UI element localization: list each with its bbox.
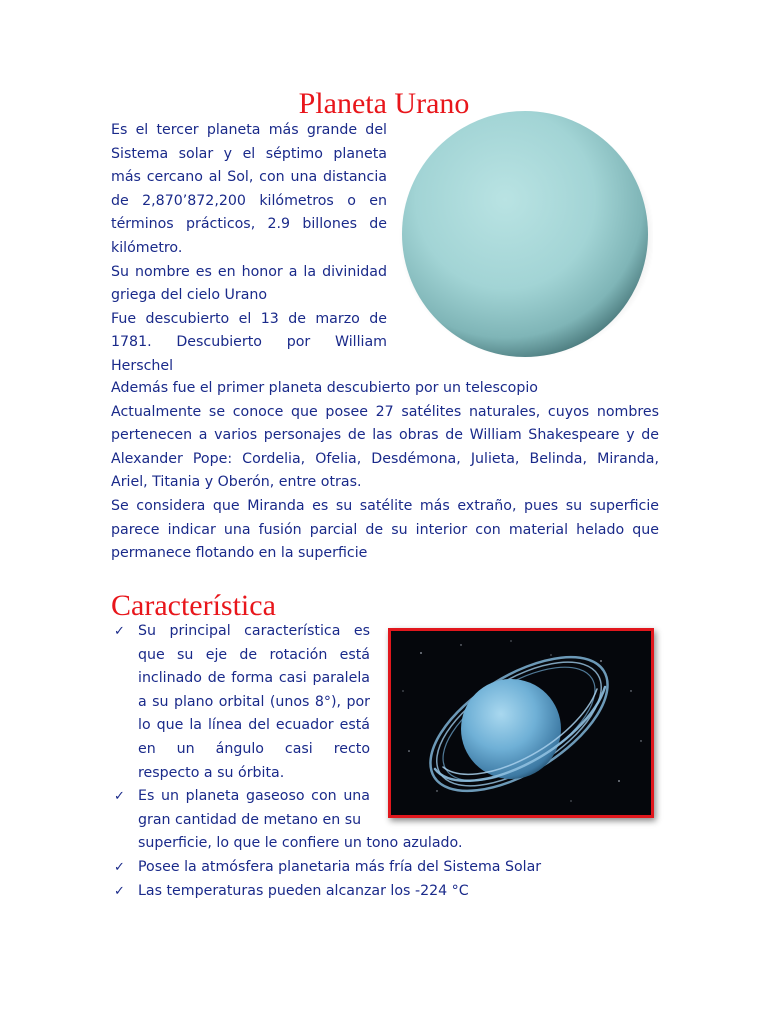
intro-paragraph: Es el tercer planeta más grande del Sistema solar y el séptimo planeta más cercano al Sol, con una distancia de 2,870’872,200 kilómetros o en términos prácticos, 2.9 billones de kilómetro. bbox=[111, 122, 387, 256]
list-item-text: Su principal característica es que su eje de rotación está inclinado de forma casi paralela a su plano orbital (unos 8°), por lo que la línea del ecuador está en un ángulo casi recto respecto a su órbita. bbox=[138, 623, 370, 781]
check-icon: ✓ bbox=[114, 883, 125, 899]
section-title: Característica bbox=[111, 589, 276, 622]
list-item-text: Posee la atmósfera planetaria más fría del Sistema Solar bbox=[138, 858, 542, 875]
main-paragraph: Se considera que Miranda es su satélite más extraño, pues su superficie parece indicar una fusión parcial de su interior con material helado que permanece flotando en la superficie bbox=[111, 497, 659, 562]
intro-paragraph: Su nombre es en honor a la divinidad griega del cielo Urano bbox=[111, 263, 387, 304]
main-paragraph: Además fue el primer planeta descubierto por un telescopio bbox=[111, 380, 538, 396]
main-text bbox=[111, 377, 659, 566]
list-item-text-part: Es un planeta gaseoso con una gran cantidad de metano en su bbox=[138, 788, 370, 828]
uranus-rings-photo bbox=[388, 628, 654, 818]
check-icon: ✓ bbox=[114, 859, 125, 875]
check-icon: ✓ bbox=[114, 624, 125, 639]
list-item bbox=[111, 880, 659, 904]
intro-text bbox=[111, 119, 387, 379]
intro-paragraph: Fue descubierto el 13 de marzo de 1781. Descubierto por William Herschel bbox=[111, 310, 387, 374]
list-item bbox=[111, 856, 659, 880]
list-item-text-part: superficie, lo que le confiere un tono azulado. bbox=[138, 835, 463, 852]
uranus-planet-image bbox=[398, 111, 653, 359]
list-item-text: Las temperaturas pueden alcanzar los -224 °C bbox=[138, 882, 469, 899]
uranus-rings-illustration bbox=[391, 631, 651, 815]
page-title: Planeta Urano bbox=[298, 87, 470, 120]
main-paragraph: Actualmente se conoce que posee 27 satélites naturales, cuyos nombres pertenecen a varios personajes de las obras de William Shakespeare y de Alexander Pope: Cordelia, Ofelia, Desdémona, Julieta, Belinda, Miranda, Ariel, Titania y Oberón, entre otras. bbox=[111, 403, 659, 491]
check-icon: ✓ bbox=[114, 789, 125, 805]
